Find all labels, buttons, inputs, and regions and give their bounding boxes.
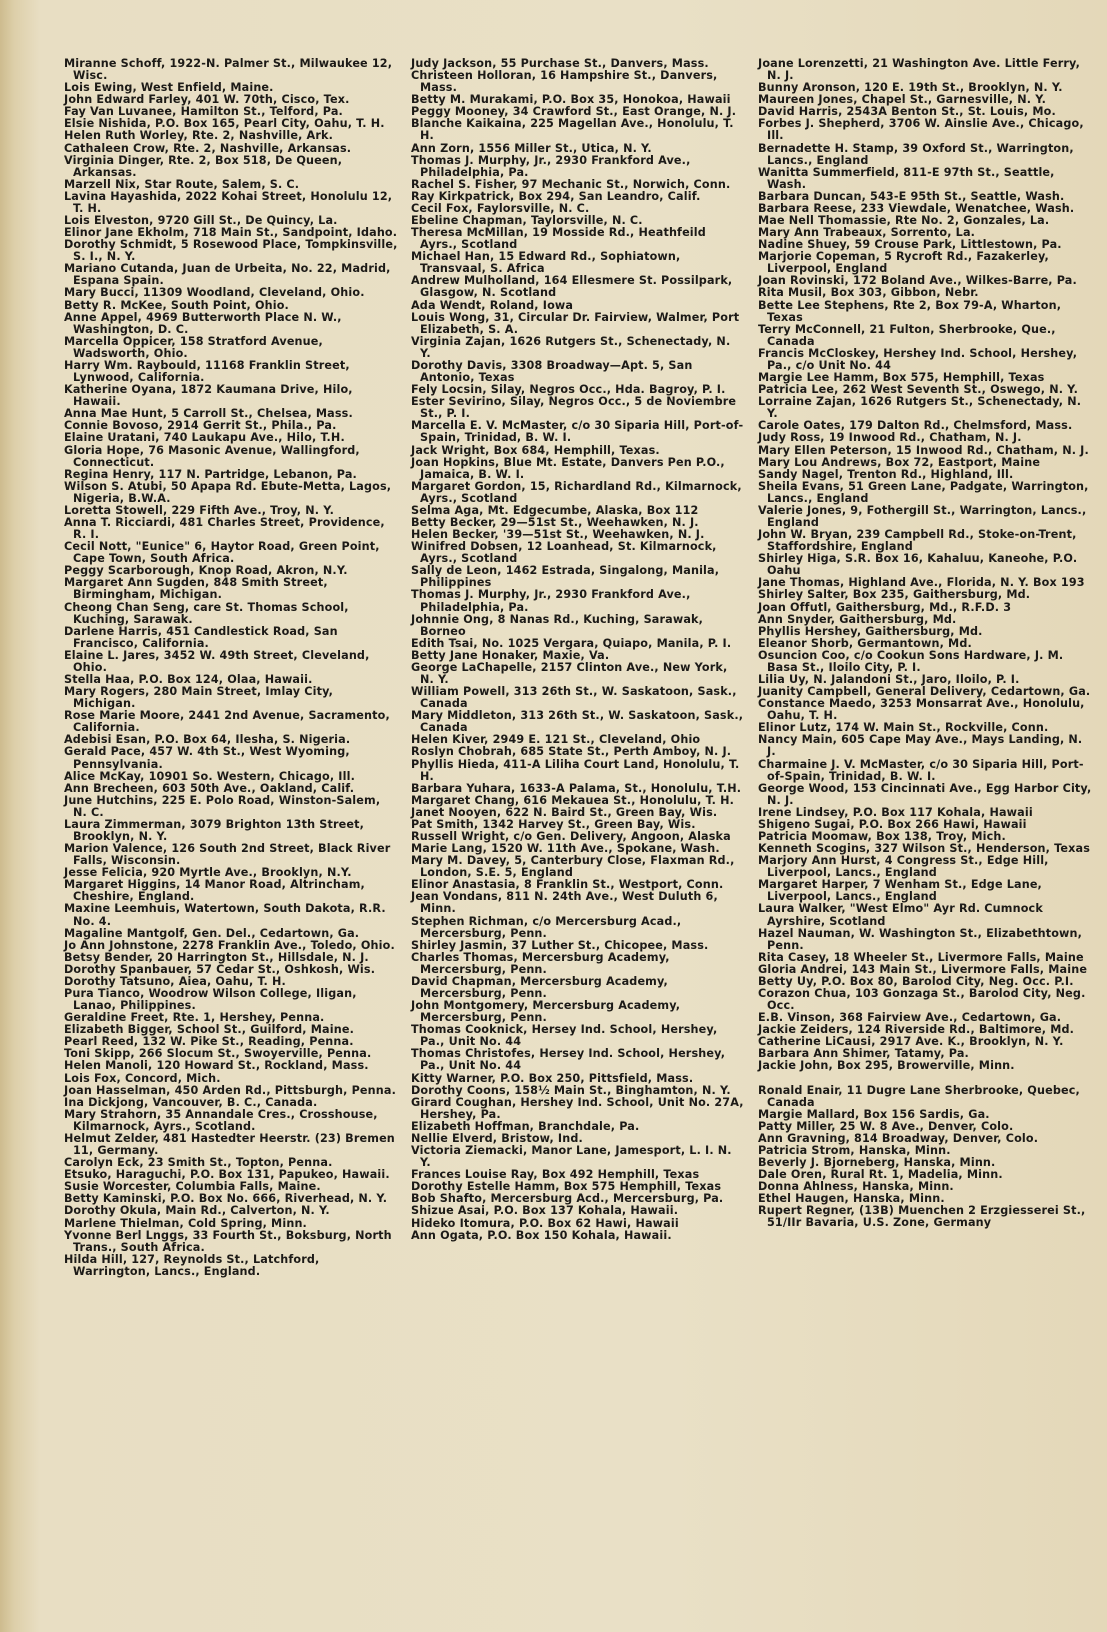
- address-entry: Mary Ellen Peterson, 15 Inwood Rd., Chatham, N. J.: [758, 443, 1089, 457]
- address-entry: Regina Henry, 117 N. Partridge, Lebanon, Pa.: [64, 467, 357, 481]
- address-entry: Selma Aga, Mt. Edgecumbe, Alaska, Box 112: [411, 503, 699, 517]
- address-entry: Hilda Hill, 127, Reynolds St., Latchford, Warrington, Lancs., England.: [64, 1252, 320, 1278]
- address-entry: Judy Jackson, 55 Purchase St., Danvers, Mass.: [411, 57, 709, 70]
- address-entry: [758, 1073, 1092, 1085]
- address-entry: Toni Skipp, 266 Slocum St., Swoyerville, Penna.: [64, 1047, 372, 1061]
- address-entry: Mae Nell Thomassie, Rte No. 2, Gonzales, La.: [758, 214, 1050, 228]
- address-entry: Anna Mae Hunt, 5 Carroll St., Chelsea, Mass.: [64, 407, 353, 421]
- address-entry: Janet Nooyen, 622 N. Baird St., Green Bay, Wis.: [411, 805, 718, 819]
- address-entry: Barbara Duncan, 543-E 95th St., Seattle, Wash.: [758, 189, 1065, 203]
- address-entry: Ray Kirkpatrick, Box 294, San Leandro, Calif.: [411, 189, 701, 203]
- address-entry: Helen Ruth Worley, Rte. 2, Nashville, Ark.: [64, 129, 334, 143]
- address-entry: Rita Musil, Box 303, Gibbon, Nebr.: [758, 286, 979, 300]
- address-entry: Dorothy Tatsuno, Aiea, Oahu, T. H.: [64, 974, 286, 988]
- address-entry: Lorraine Zajan, 1626 Rutgers St., Schenectady, N. Y.: [758, 395, 1082, 421]
- address-entry: Patricia Moomaw, Box 138, Troy, Mich.: [758, 830, 1006, 843]
- address-entry: Marjorie Copeman, 5 Rycroft Rd., Fazakerley, Liverpool, England: [758, 250, 1049, 276]
- address-entry: Betsy Bender, 20 Harrington St., Hillsdale, N. J.: [64, 950, 369, 964]
- column-3: [758, 58, 1092, 1278]
- address-entry: Joan Rovinski, 172 Boland Ave., Wilkes-Barre, Pa.: [758, 274, 1077, 288]
- address-entry: Lois Ewing, West Enfield, Maine.: [64, 81, 274, 95]
- address-columns: [64, 58, 1092, 1278]
- address-entry: Margie Lee Hamm, Box 575, Hemphill, Texas: [758, 371, 1045, 385]
- address-entry: Betty M. Murakami, P.O. Box 35, Honokoa, Hawaii: [411, 93, 731, 107]
- address-entry: David Chapman, Mercersburg Academy, Mercersburg, Penn.: [411, 974, 668, 1001]
- address-entry: Helmut Zelder, 481 Hastedter Heerstr. (23) Bremen 11, Germany.: [64, 1131, 395, 1158]
- address-entry: John W. Bryan, 239 Campbell Rd., Stoke-on-Trent, Staffordshire, England: [758, 528, 1077, 554]
- address-entry: Elsie Nishida, P.O. Box 165, Pearl City, Oahu, T. H.: [64, 117, 385, 131]
- address-entry: Connie Bovoso, 2914 Gerrit St., Phila., Pa.: [64, 419, 337, 433]
- address-entry: Jack Wright, Box 684, Hemphill, Texas.: [411, 443, 660, 457]
- address-entry: Bob Shafto, Mercersburg Acd., Mercersburg, Pa.: [411, 1192, 724, 1206]
- address-entry: Pearl Reed, 132 W. Pike St., Reading, Penna.: [64, 1035, 354, 1049]
- address-entry: Cecil Fox, Faylorsville, N. C.: [411, 201, 590, 215]
- address-entry: Joan Hopkins, Blue Mt. Estate, Danvers Pen P.O., Jamaica, B. W. I.: [411, 455, 725, 481]
- address-entry: Elinor Anastasia, 8 Franklin St., Westport, Conn.: [411, 878, 724, 892]
- address-entry: Wilson S. Atubi, 50 Apapa Rd. Ebute-Metta, Lagos, Nigeria, B.W.A.: [64, 479, 392, 505]
- address-entry: Helen Becker, '39—51st St., Weehawken, N. J.: [411, 528, 705, 542]
- address-entry: Betty Becker, 29—51st St., Weehawken, N. J.: [411, 515, 699, 529]
- address-entry: Nellie Elverd, Bristow, Ind.: [411, 1131, 583, 1145]
- address-entry: Betty R. McKee, South Point, Ohio.: [64, 298, 289, 312]
- address-entry: Jane Thomas, Highland Ave., Florida, N. Y. Box 193: [758, 576, 1085, 590]
- address-entry: Jackie John, Box 295, Browerville, Minn.: [758, 1059, 1015, 1073]
- address-entry: Beverly J. Bjorneberg, Hanska, Minn.: [758, 1156, 996, 1170]
- address-entry: Virginia Dinger, Rte. 2, Box 518, De Queen, Arkansas.: [64, 153, 343, 179]
- address-entry: Bernadette H. Stamp, 39 Oxford St., Warrington, Lancs., England: [758, 141, 1074, 167]
- address-entry: Shirley Jasmin, 37 Luther St., Chicopee, Mass.: [411, 938, 709, 952]
- address-entry: Phyllis Hieda, 411-A Liliha Court Land, Honolulu, T. H.: [411, 757, 740, 783]
- address-entry: Yvonne Berl Lnggs, 33 Fourth St., Boksburg, North Trans., South Africa.: [64, 1228, 392, 1254]
- address-entry: Gloria Andrei, 143 Main St., Livermore Falls, Maine: [758, 962, 1088, 976]
- address-entry: Dorothy Estelle Hamm, Box 575 Hemphill, Texas: [411, 1180, 722, 1194]
- address-entry: Anne Appel, 4969 Butterworth Place N. W., Washington, D. C.: [64, 310, 342, 336]
- address-entry: Irene Lindsey, P.O. Box 117 Kohala, Hawaii: [758, 805, 1033, 819]
- address-entry: Stella Haa, P.O. Box 124, Olaa, Hawaii.: [64, 672, 313, 686]
- address-entry: Harry Wm. Raybould, 11168 Franklin Street, Lynwood, California.: [64, 358, 350, 385]
- address-entry: Darlene Harris, 451 Candlestick Road, San Francisco, California.: [64, 624, 338, 650]
- address-entry: Carolyn Eck, 23 Smith St., Topton, Penna.: [64, 1156, 333, 1170]
- address-entry: Patricia Lee, 262 West Seventh St., Oswego, N. Y.: [758, 383, 1078, 397]
- address-entry: Francis McCloskey, Hershey Ind. School, Hershey, Pa., c/o Unit No. 44: [758, 346, 1078, 372]
- address-entry: Margaret Gordon, 15, Richardland Rd., Kilmarnock, Ayrs., Scotland: [411, 479, 742, 505]
- address-entry: Edith Tsai, No. 1025 Vergara, Quiapo, Manila, P. I.: [411, 636, 732, 650]
- address-entry: Nancy Main, 605 Cape May Ave., Mays Landing, N. J.: [758, 733, 1083, 759]
- address-entry: Patty Miller, 25 W. 8 Ave., Denver, Colo.: [758, 1119, 1014, 1133]
- address-entry: Dorothy Coons, 158½ Main St., Binghamton, N. Y.: [411, 1083, 731, 1097]
- address-entry: Dorothy Schmidt, 5 Rosewood Place, Tompkinsville, S. I., N. Y.: [64, 238, 398, 264]
- address-entry: Jackie Zeiders, 124 Riverside Rd., Baltimore, Md.: [758, 1023, 1075, 1037]
- address-entry: Joan Hasselman, 450 Arden Rd., Pittsburgh, Penna.: [64, 1083, 396, 1097]
- address-entry: Shirley Higa, S.R. Box 16, Kahaluu, Kaneohe, P.O. Oahu: [758, 552, 1078, 578]
- address-entry: Geraldine Freet, Rte. 1, Hershey, Penna.: [64, 1011, 325, 1025]
- address-entry: Joan Offutl, Gaithersburg, Md., R.F.D. 3: [758, 600, 1012, 614]
- address-entry: Adebisi Esan, P.O. Box 64, Ilesha, S. Nigeria.: [64, 733, 351, 747]
- address-entry: Maxine Leemhuis, Watertown, South Dakota, R.R. No. 4.: [64, 902, 386, 928]
- address-entry: Lois Fox, Concord, Mich.: [64, 1071, 221, 1085]
- address-entry: Phyllis Hershey, Gaithersburg, Md.: [758, 624, 983, 638]
- address-entry: Fely Locsin, Silay, Negros Occ., Hda. Bagroy, P. I.: [411, 383, 726, 397]
- address-entry: Eleanor Shorb, Germantown, Md.: [758, 636, 972, 650]
- address-entry: Jesse Felicia, 920 Myrtle Ave., Brooklyn, N.Y.: [64, 866, 352, 880]
- address-entry: Betty Uy, P.O. Box 80, Barolod City, Neg. Occ. P.I.: [758, 974, 1074, 988]
- address-entry: Bunny Aronson, 120 E. 19th St., Brooklyn, N. Y.: [758, 81, 1063, 95]
- address-entry: Laura Zimmerman, 3079 Brighton 13th Street, Brooklyn, N. Y.: [64, 817, 364, 843]
- address-entry: Thomas J. Murphy, Jr., 2930 Frankford Ave., Philadelphia, Pa.: [411, 588, 691, 614]
- address-entry: John Edward Farley, 401 W. 70th, Cisco, Tex.: [64, 93, 350, 107]
- address-entry: Barbara Ann Shimer, Tatamy, Pa.: [758, 1047, 969, 1061]
- address-entry: Constance Maedo, 3253 Monsarrat Ave., Honolulu, Oahu, T. H.: [758, 697, 1085, 723]
- address-entry: Helen Kiver, 2949 E. 121 St., Cleveland, Ohio: [411, 733, 701, 747]
- address-entry: Dorothy Spanbauer, 57 Cedar St., Oshkosh, Wis.: [64, 962, 376, 976]
- address-entry: Helen Manoli, 120 Howard St., Rockland, Mass.: [64, 1059, 369, 1073]
- address-entry: Mary Strahorn, 35 Annandale Cres., Crosshouse, Kilmarnock, Ayrs., Scotland.: [64, 1107, 378, 1133]
- address-entry: Fay Van Luvanee, Hamilton St., Telford, Pa.: [64, 105, 343, 119]
- address-entry: Margie Mallard, Box 156 Sardis, Ga.: [758, 1107, 990, 1121]
- address-entry: Marlene Thielman, Cold Spring, Minn.: [64, 1216, 307, 1230]
- address-entry: Dale Oren, Rural Rt. 1, Madelia, Minn.: [758, 1168, 1003, 1182]
- address-entry: Blanche Kaikaina, 225 Magellan Ave., Honolulu, T. H.: [411, 117, 734, 143]
- address-entry: George Wood, 153 Cincinnati Ave., Egg Harbor City, N. J.: [758, 781, 1092, 807]
- address-entry: Valerie Jones, 9, Fothergill St., Warrington, Lancs., England: [758, 503, 1087, 529]
- address-entry: Elaine Uratani, 740 Laukapu Ave., Hilo, T.H.: [64, 431, 345, 445]
- address-entry: Marie Lang, 1520 W. 11th Ave., Spokane, Wash.: [411, 842, 720, 856]
- address-entry: Marcella E. V. McMaster, c/o 30 Siparia Hill, Port-of-Spain, Trinidad, B. W. I.: [411, 419, 744, 445]
- address-entry: Sandy Nagel, Trenton Rd., Highland, Ill.: [758, 467, 1014, 481]
- address-entry: Gloria Hope, 76 Masonic Avenue, Wallingford, Connecticut.: [64, 443, 360, 469]
- address-entry: Charles Thomas, Mercersburg Academy, Mercersburg, Penn.: [411, 950, 670, 976]
- address-entry: Ada Wendt, Roland, Iowa: [411, 298, 574, 312]
- address-entry: Gerald Pace, 457 W. 4th St., West Wyoming, Pennsylvania.: [64, 745, 350, 771]
- address-entry: Rachel S. Fisher, 97 Mechanic St., Norwich, Conn.: [411, 177, 731, 191]
- address-entry: Wanitta Summerfield, 811-E 97th St., Seattle, Wash.: [758, 165, 1055, 191]
- address-entry: Donna Ahlness, Hanska, Minn.: [758, 1180, 954, 1194]
- address-entry: Victoria Ziemacki, Manor Lane, Jamesport, L. I. N. Y.: [411, 1144, 732, 1170]
- address-entry: Elinor Jane Ekholm, 718 Main St., Sandpoint, Idaho.: [64, 226, 398, 240]
- address-entry: Ann Gravning, 814 Broadway, Denver, Colo.: [758, 1131, 1039, 1145]
- address-entry: Cecil Nott, "Eunice" 6, Haytor Road, Green Point, Cape Town, South Africa.: [64, 540, 380, 566]
- address-entry: Mary Rogers, 280 Main Street, Imlay City, Michigan.: [64, 685, 334, 711]
- address-entry: Peggy Mooney, 34 Crawford St., East Orange, N. J.: [411, 105, 737, 119]
- address-entry: Sheila Evans, 51 Green Lane, Padgate, Warrington, Lancs., England: [758, 479, 1089, 505]
- address-entry: Ester Sevirino, Silay, Negros Occ., 5 de Noviembre St., P. I.: [411, 395, 737, 421]
- address-entry: Ann Zorn, 1556 Miller St., Utica, N. Y.: [411, 141, 652, 155]
- address-entry: Dorothy Okula, Main Rd., Calverton, N. Y.: [64, 1204, 330, 1218]
- address-entry: Barbara Yuhara, 1633-A Palama, St., Honolulu, T.H.: [411, 781, 742, 795]
- address-entry: Ina Dickjong, Vancouver, B. C., Canada.: [64, 1095, 318, 1109]
- address-entry: Kenneth Scogins, 327 Wilson St., Henderson, Texas: [758, 842, 1091, 856]
- address-entry: Loretta Stowell, 229 Fifth Ave., Troy, N. Y.: [64, 503, 334, 517]
- address-entry: Roslyn Chobrah, 685 State St., Perth Amboy, N. J.: [411, 745, 732, 759]
- address-entry: Margaret Ann Sugden, 848 Smith Street, Birmingham, Michigan.: [64, 576, 328, 602]
- address-entry: Mary Ann Trabeaux, Sorrento, La.: [758, 226, 976, 240]
- address-entry: Bette Lee Stephens, Rte 2, Box 79-A, Wharton, Texas: [758, 298, 1062, 324]
- address-entry: Shizue Asai, P.O. Box 137 Kohala, Hawaii.: [411, 1204, 679, 1218]
- address-entry: Pat Smith, 1342 Harvey St., Green Bay, Wis.: [411, 817, 696, 831]
- address-entry: Ebeline Chapman, Taylorsville, N. C.: [411, 214, 643, 228]
- address-entry: Marcella Oppicer, 158 Stratford Avenue, Wadsworth, Ohio.: [64, 334, 323, 360]
- address-entry: Betty Kaminski, P.O. Box No. 666, Riverhead, N. Y.: [64, 1192, 388, 1206]
- address-entry: Carole Oates, 179 Dalton Rd., Chelmsford, Mass.: [758, 419, 1073, 433]
- address-entry: Frances Louise Ray, Box 492 Hemphill, Texas: [411, 1168, 700, 1182]
- address-entry: Laura Walker, "West Elmo" Ayr Rd. Cumnock Ayrshire, Scotland: [758, 902, 1043, 928]
- address-entry: Susie Worcester, Columbia Falls, Maine.: [64, 1180, 321, 1194]
- address-entry: Dorothy Davis, 3308 Broadway—Apt. 5, San Antonio, Texas: [411, 358, 693, 385]
- address-entry: Juanity Campbell, General Delivery, Cedartown, Ga.: [758, 685, 1091, 699]
- address-entry: Corazon Chua, 103 Gonzaga St., Barolod City, Neg. Occ.: [758, 987, 1086, 1013]
- address-entry: Virginia Zajan, 1626 Rutgers St., Schenectady, N. Y.: [411, 334, 731, 360]
- address-entry: Miranne Schoff, 1922-N. Palmer St., Milwaukee 12, Wisc.: [64, 57, 393, 83]
- address-entry: Mariano Cutanda, Juan de Urbeita, No. 22, Madrid, Espana Spain.: [64, 262, 391, 288]
- address-entry: Thomas Christofes, Hersey Ind. School, Hershey, Pa., Unit No. 44: [411, 1047, 726, 1073]
- address-entry: George LaChapelle, 2157 Clinton Ave., New York, N. Y.: [411, 660, 728, 686]
- address-entry: Ann Snyder, Gaithersburg, Md.: [758, 612, 957, 626]
- address-entry: Marjory Ann Hurst, 4 Congress St., Edge Hill, Liverpool, Lancs., England: [758, 854, 1049, 880]
- address-entry: Mary Lou Andrews, Box 72, Eastport, Maine: [758, 455, 1041, 469]
- address-entry: Lois Elveston, 9720 Gill St., De Quincy, La.: [64, 214, 338, 228]
- address-entry: Lavina Hayashida, 2022 Kohai Street, Honolulu 12, T. H.: [64, 189, 393, 215]
- address-entry: Elaine L. Jares, 3452 W. 49th Street, Cleveland, Ohio.: [64, 648, 370, 674]
- address-entry: Marion Valence, 126 South 2nd Street, Black River Falls, Wisconsin.: [64, 842, 391, 868]
- address-entry: Michael Han, 15 Edward Rd., Sophiatown, Transvaal, S. Africa: [411, 250, 681, 276]
- address-entry: Marzell Nix, Star Route, Salem, S. C.: [64, 177, 300, 191]
- column-2: [411, 58, 745, 1278]
- address-entry: June Hutchins, 225 E. Polo Road, Winston-Salem, N. C.: [64, 793, 381, 819]
- address-entry: Peggy Scarborough, Knop Road, Akron, N.Y.: [64, 564, 348, 578]
- address-entry: Jean Vondans, 811 N. 24th Ave., West Duluth 6, Minn.: [411, 890, 718, 916]
- address-entry: Shirley Salter, Box 235, Gaithersburg, Md.: [758, 588, 1031, 602]
- address-entry: Osuncion Coo, c/o Cookun Sons Hardware, J. M. Basa St., Iloilo City, P. I.: [758, 648, 1064, 674]
- address-entry: Alice McKay, 10901 So. Western, Chicago, Ill.: [64, 769, 355, 783]
- address-entry: William Powell, 313 26th St., W. Saskatoon, Sask., Canada: [411, 685, 737, 711]
- address-entry: Shigeno Sugai, P.O. Box 266 Hawi, Hawaii: [758, 817, 1027, 831]
- address-entry: Winifred Dobsen, 12 Loanhead, St. Kilmarnock, Ayrs., Scotland: [411, 540, 717, 566]
- address-entry: Jo Ann Johnstone, 2278 Franklin Ave., Toledo, Ohio.: [64, 938, 395, 952]
- address-entry: Margaret Higgins, 14 Manor Road, Altrincham, Cheshire, England.: [64, 878, 365, 904]
- address-entry: Elizabeth Bigger, School St., Guilford, Maine.: [64, 1023, 354, 1037]
- address-entry: John Montgomery, Mercersburg Academy, Mercersburg, Penn.: [411, 999, 681, 1025]
- address-entry: Lilia Uy, N. Jalandoni St., Jaro, Iloilo, P. I.: [758, 672, 1020, 686]
- address-entry: Betty Jane Honaker, Maxie, Va.: [411, 648, 610, 662]
- address-entry: Elinor Lutz, 174 W. Main St., Rockville, Conn.: [758, 721, 1049, 735]
- address-entry: Rupert Regner, (13B) Muenchen 2 Erzgiesserei St., 51/IIr Bavaria, U.S. Zone, Germany: [758, 1204, 1086, 1230]
- address-entry: Forbes J. Shepherd, 3706 W. Ainslie Ave., Chicago, Ill.: [758, 117, 1084, 143]
- address-entry: Cheong Chan Seng, care St. Thomas School, Kuching, Sarawak.: [64, 600, 349, 626]
- address-entry: Elizabeth Hoffman, Branchdale, Pa.: [411, 1119, 640, 1133]
- address-entry: Cathaleen Crow, Rte. 2, Nashville, Arkansas.: [64, 141, 352, 155]
- address-entry: Ethel Haugen, Hanska, Minn.: [758, 1192, 945, 1206]
- address-entry: Terry McConnell, 21 Fulton, Sherbrooke, Que., Canada: [758, 322, 1056, 348]
- address-entry: Patricia Strom, Hanska, Minn.: [758, 1143, 951, 1157]
- address-entry: Christeen Holloran, 16 Hampshire St., Danvers, Mass.: [411, 69, 718, 95]
- address-entry: Judy Ross, 19 Inwood Rd., Chatham, N. J.: [758, 431, 1022, 445]
- address-entry: Magaline Mantgolf, Gen. Del., Cedartown, Ga.: [64, 926, 360, 940]
- address-entry: Sally de Leon, 1462 Estrada, Singalong, Manila, Philippines: [411, 564, 720, 590]
- address-entry: Russell Wright, c/o Gen. Delivery, Angoon, Alaska: [411, 830, 731, 843]
- address-entry: Katherine Oyana, 1872 Kaumana Drive, Hilo, Hawaii.: [64, 383, 353, 409]
- address-entry: Hideko Itomura, P.O. Box 62 Hawi, Hawaii: [411, 1216, 679, 1230]
- address-entry: Stephen Richman, c/o Mercersburg Acad., Mercersburg, Penn.: [411, 914, 682, 940]
- address-entry: Margaret Harper, 7 Wenham St., Edge Lane, Liverpool, Lancs., England: [758, 878, 1042, 904]
- address-entry: Andrew Mulholland, 164 Ellesmere St. Possilpark, Glasgow, N. Scotland: [411, 274, 733, 300]
- address-entry: Thomas Cooknick, Hersey Ind. School, Hershey, Pa., Unit No. 44: [411, 1023, 718, 1049]
- address-entry: Anna T. Ricciardi, 481 Charles Street, Providence, R. I.: [64, 515, 385, 542]
- address-entry: Johnnie Ong, 8 Nanas Rd., Kuching, Sarawak, Borneo: [411, 612, 704, 638]
- address-entry: Etsuko, Haraguchi, P.O. Box 131, Papukeo, Hawaii.: [64, 1168, 390, 1182]
- column-1: [64, 58, 398, 1278]
- address-entry: Charmaine J. V. McMaster, c/o 30 Siparia Hill, Port-of-Spain, Trinidad, B. W. I.: [758, 757, 1084, 783]
- address-entry: Mary M. Davey, 5, Canterbury Close, Flaxman Rd., London, S.E. 5, England: [411, 854, 735, 880]
- address-entry: Rose Marie Moore, 2441 2nd Avenue, Sacramento, California.: [64, 709, 390, 735]
- address-entry: Hazel Nauman, W. Washington St., Elizabethtown, Penn.: [758, 926, 1083, 952]
- address-entry: Rita Casey, 18 Wheeler St., Livermore Falls, Maine: [758, 950, 1084, 964]
- address-entry: Joane Lorenzetti, 21 Washington Ave. Little Ferry, N. J.: [758, 57, 1081, 83]
- address-entry: Margaret Chang, 616 Mekauea St., Honolulu, T. H.: [411, 793, 735, 807]
- address-entry: Barbara Reese, 233 Viewdale, Wenatchee, Wash.: [758, 201, 1075, 215]
- address-entry: Ann Ogata, P.O. Box 150 Kohala, Hawaii.: [411, 1228, 672, 1242]
- address-entry: Theresa McMillan, 19 Mosside Rd., Heathfeild Ayrs., Scotland: [411, 226, 706, 252]
- address-entry: Catherine LiCausi, 2917 Ave. K., Brooklyn, N. Y.: [758, 1035, 1064, 1049]
- address-entry: Thomas J. Murphy, Jr., 2930 Frankford Ave., Philadelphia, Pa.: [411, 153, 691, 179]
- address-entry: Pura Tianco, Woodrow Wilson College, Iligan, Lanao, Philippines.: [64, 987, 357, 1013]
- address-entry: Maureen Jones, Chapel St., Garnesville, N. Y.: [758, 93, 1046, 107]
- address-entry: Louis Wong, 31, Circular Dr. Fairview, Walmer, Port Elizabeth, S. A.: [411, 310, 740, 336]
- address-entry: Mary Bucci, 11309 Woodland, Cleveland, Ohio.: [64, 286, 365, 300]
- address-entry: Nadine Shuey, 59 Crouse Park, Littlestown, Pa.: [758, 238, 1062, 252]
- address-entry: Ronald Enair, 11 Dugre Lane Sherbrooke, Quebec, Canada: [758, 1083, 1080, 1109]
- address-entry: Girard Coughan, Hershey Ind. School, Unit No. 27A, Hershey, Pa.: [411, 1095, 744, 1121]
- address-entry: David Harris, 2543A Benton St., St. Louis, Mo.: [758, 105, 1056, 119]
- address-entry: Ann Brecheen, 603 50th Ave., Oakland, Calif.: [64, 781, 355, 795]
- address-entry: E.B. Vinson, 368 Fairview Ave., Cedartown, Ga.: [758, 1011, 1062, 1025]
- address-entry: Kitty Warner, P.O. Box 250, Pittsfield, Mass.: [411, 1071, 694, 1085]
- address-entry: Mary Middleton, 313 26th St., W. Saskatoon, Sask., Canada: [411, 709, 744, 735]
